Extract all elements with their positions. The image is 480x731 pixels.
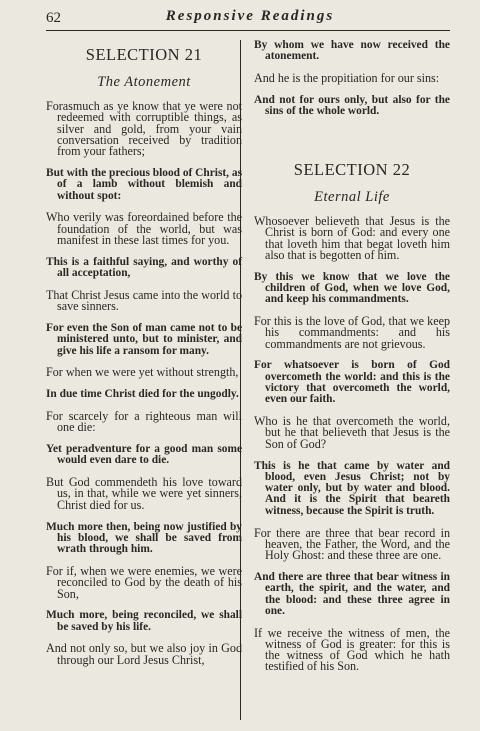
selection-21-title: SELECTION 21 <box>85 45 203 64</box>
left-column <box>46 40 242 676</box>
selection-21-subtitle: The Atonement <box>97 74 191 90</box>
verse: For this is the love of God, that we keep his commandments: and his commandments are not grievous. <box>254 314 450 351</box>
verse: And not only so, but we also joy in God through our Lord Jesus Christ, <box>46 641 242 667</box>
verse: For there are three that bear record in heaven, the Father, the Word, and the Holy Ghost: and these three are one. <box>254 525 450 563</box>
verse: For when we were yet without strength, <box>46 365 239 380</box>
verse: That Christ Jesus came into the world to save sinners. <box>46 287 242 314</box>
verse: Who verily was foreordained before the foundation of the world, but was manifest in these last times for you. <box>46 210 242 247</box>
verse: Much more then, being now justified by his blood, we shall be saved from wrath through him. <box>46 520 242 556</box>
selection-22-title: SELECTION 22 <box>293 159 411 179</box>
verse: This is a faithful saying, and worthy of all acceptation, <box>46 255 242 280</box>
verse: But God commendeth his love toward us, in that, while we were yet sinners, Christ died for us. <box>46 475 242 512</box>
verse: For if, when we were enemies, we were reconciled to God by the death of his Son, <box>46 563 242 601</box>
selection-21-verses <box>46 101 242 666</box>
verse: Yet peradventure for a good man some would even dare to die. <box>46 443 242 467</box>
verse: This is he that came by water and blood, even Jesus Christ; not by water only, but by water and blood. And it is the Spirit that beareth witness, because the Spirit is truth. <box>254 459 450 517</box>
running-title: Responsive Readings <box>165 8 335 24</box>
header-rule <box>46 30 450 31</box>
right-column <box>254 40 450 683</box>
verse: Whosoever believeth that Jesus is the Christ is born of God: and every one that loveth him that begat loveth him also that is begotten of him. <box>254 213 450 262</box>
verse: And he is the propitiation for our sins: <box>254 71 440 86</box>
selection-22-verses <box>254 213 450 674</box>
verse: For even the Son of man came not to be ministered unto, but to minister, and give his life a ransom for many. <box>46 321 242 357</box>
verse: But with the precious blood of Christ, as of a lamb without blemish and without spot: <box>46 166 242 202</box>
verse: By whom we have now received the atonement. <box>254 39 450 63</box>
verse: In due time Christ died for the ungodly. <box>46 388 239 401</box>
verse: Who is he that overcometh the world, but he that believeth that Jesus is the Son of God? <box>254 414 450 451</box>
verse: Much more, being reconciled, we shall be saved by his life. <box>46 609 242 633</box>
selection-22-subtitle: Eternal Life <box>314 188 390 205</box>
verse: By this we know that we love the children of God, when we love God, and keep his commandments. <box>254 270 450 306</box>
verse: If we receive the witness of men, the witness of God is greater: for this is the witness of God which he hath testified of his Son. <box>254 625 450 674</box>
column-divider <box>240 40 241 720</box>
page-number: 62 <box>46 10 61 26</box>
verse: For scarcely for a righteous man will one die: <box>46 408 242 435</box>
section-spacer <box>254 128 450 161</box>
verse: For whatsoever is born of God overcometh the world: and this is the victory that overcometh the world, even our faith. <box>254 359 450 406</box>
verse: And not for ours only, but also for the sins of the whole world. <box>254 93 450 118</box>
verse: And there are three that bear witness in earth, the spirit, and the water, and the blood: and these three agree in one. <box>254 570 450 617</box>
selection-21-continued-verses <box>254 40 450 117</box>
verse: Forasmuch as ye know that ye were not redeemed with corruptible things, as silver and gold, from your vain conversation received by tradition from your fathers; <box>46 99 242 159</box>
